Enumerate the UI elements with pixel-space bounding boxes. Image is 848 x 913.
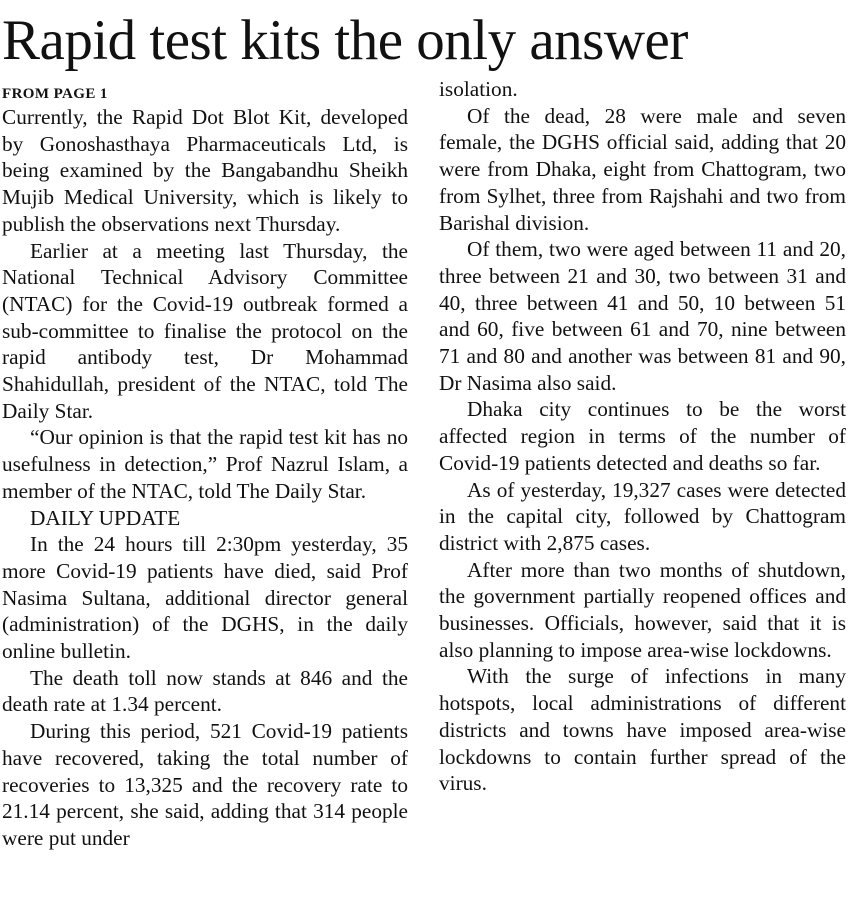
paragraph: Dhaka city continues to be the worst affected region in terms of the number of Covid-19 patients detected and deaths so far.	[439, 397, 846, 475]
kicker: FROM PAGE 1	[2, 86, 108, 102]
left-column	[2, 84, 408, 852]
headline: Rapid test kits the only answer	[2, 9, 688, 72]
paragraph: With the surge of infections in many hotspots, local administrations of different districts and towns have imposed area-wise lockdowns to contain further spread of the virus.	[439, 664, 846, 796]
paragraph: Currently, the Rapid Dot Blot Kit, developed by Gonoshasthaya Pharmaceuticals Ltd, is being examined by the Bangabandhu Sheikh Mujib Medical University, which is likely to publish the observations next Thursday.	[2, 105, 408, 236]
right-column	[439, 77, 846, 797]
paragraph: Of the dead, 28 were male and seven female, the DGHS official said, adding that 20 were from Dhaka, eight from Chattogram, two from Sylhet, three from Rajshahi and two from Barishal division.	[439, 103, 846, 235]
paragraph-continuation: isolation.	[439, 77, 518, 101]
paragraph: “Our opinion is that the rapid test kit has no usefulness in detection,” Prof Nazrul Islam, a member of the NTAC, told The Daily Star.	[2, 425, 408, 503]
paragraph: During this period, 521 Covid-19 patients have recovered, taking the total number of recoveries to 13,325 and the recovery rate to 21.14 percent, she said, adding that 314 people were put under	[2, 719, 408, 850]
paragraph: Earlier at a meeting last Thursday, the National Technical Advisory Committee (NTAC) for the Covid-19 outbreak formed a sub-committee to finalise the protocol on the rapid antibody test, Dr Mohammad Shahidullah, president of the NTAC, told The Daily Star.	[2, 238, 408, 423]
subhead: DAILY UPDATE	[30, 505, 181, 530]
paragraph: After more than two months of shutdown, the government partially reopened offices and businesses. Officials, however, said that it is also planning to impose area-wise lockdowns.	[439, 557, 846, 662]
paragraph: Of them, two were aged between 11 and 20, three between 21 and 30, two between 31 and 40, three between 41 and 50, 10 between 51 and 60, five between 61 and 70, nine between 71 and 80 and another was between 81 and 90, Dr Nasima also said.	[439, 237, 846, 395]
paragraph: The death toll now stands at 846 and the death rate at 1.34 percent.	[2, 665, 408, 717]
paragraph: In the 24 hours till 2:30pm yesterday, 35 more Covid-19 patients have died, said Prof Nasima Sultana, additional director general (administration) of the DGHS, in the daily online bulletin.	[2, 532, 408, 664]
paragraph: As of yesterday, 19,327 cases were detected in the capital city, followed by Chattogram district with 2,875 cases.	[439, 477, 846, 555]
